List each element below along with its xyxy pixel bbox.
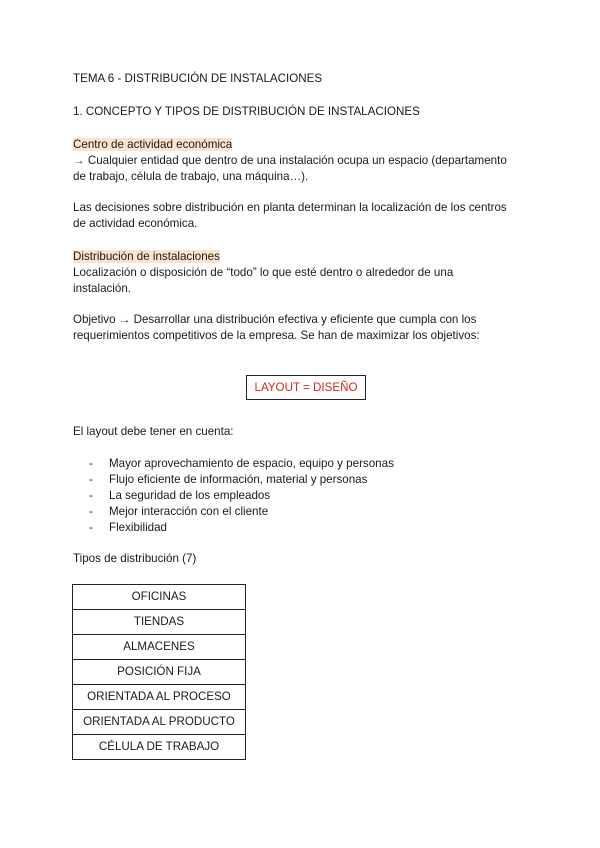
list-item-text: Flexibilidad bbox=[109, 521, 167, 534]
list-item-text: La seguridad de los empleados bbox=[109, 489, 271, 502]
decisiones-line1: Las decisiones sobre distribución en planta determinan la localización de los centros bbox=[73, 201, 507, 214]
list-item bbox=[89, 456, 394, 472]
table-row bbox=[73, 660, 246, 685]
list-item bbox=[89, 488, 394, 504]
objetivo-line1: Objetivo → Desarrollar una distribución efectiva y eficiente que cumpla con los bbox=[73, 313, 477, 326]
centro-term-highlight: Centro de actividad económica bbox=[73, 138, 233, 151]
table-row bbox=[73, 685, 246, 710]
bullet-dash: - bbox=[89, 521, 93, 534]
table-row bbox=[73, 610, 246, 635]
list-item-text: Mayor aprovechamiento de espacio, equipo y personas bbox=[109, 457, 394, 470]
table-cell: CÉLULA DE TRABAJO bbox=[73, 735, 246, 760]
list-item-text: Flujo eficiente de información, material y personas bbox=[109, 473, 368, 486]
table-cell: TIENDAS bbox=[73, 610, 246, 635]
layout-intro: El layout debe tener en cuenta: bbox=[73, 425, 234, 438]
centro-definition-line2: de trabajo, célula de trabajo, una máquina…). bbox=[73, 170, 309, 183]
bullet-dash: - bbox=[89, 473, 93, 486]
distribucion-line2: instalación. bbox=[73, 282, 132, 295]
list-item bbox=[89, 520, 394, 536]
layout-equals-diseno-box: LAYOUT = DISEÑO bbox=[246, 375, 366, 400]
distribucion-term-highlight: Distribución de instalaciones bbox=[73, 250, 220, 263]
table-row bbox=[73, 735, 246, 760]
table-cell: POSICIÓN FIJA bbox=[73, 660, 246, 685]
bullet-dash: - bbox=[89, 457, 93, 470]
tipos-distribucion-table bbox=[72, 584, 246, 760]
document-title: TEMA 6 - DISTRIBUCIÓN DE INSTALACIONES bbox=[73, 72, 323, 85]
centro-definition-line1: → Cualquier entidad que dentro de una instalación ocupa un espacio (departamento bbox=[73, 154, 507, 167]
distribucion-term bbox=[73, 249, 220, 265]
tipos-intro: Tipos de distribución (7) bbox=[73, 552, 197, 565]
objetivo-line2: requerimientos competitivos de la empresa. Se han de maximizar los objetivos: bbox=[73, 329, 480, 342]
centro-term bbox=[73, 137, 232, 153]
table-cell: ORIENTADA AL PRODUCTO bbox=[73, 710, 246, 735]
bullet-dash: - bbox=[89, 505, 93, 518]
table-row bbox=[73, 585, 246, 610]
table-row bbox=[73, 710, 246, 735]
list-item bbox=[89, 504, 394, 520]
list-item-text: Mejor interacción con el cliente bbox=[109, 505, 269, 518]
table-cell: ORIENTADA AL PROCESO bbox=[73, 685, 246, 710]
list-item bbox=[89, 472, 394, 488]
decisiones-line2: de actividad económica. bbox=[73, 217, 198, 230]
layout-considerations-list bbox=[89, 456, 394, 536]
table-cell: ALMACENES bbox=[73, 635, 246, 660]
table-row bbox=[73, 635, 246, 660]
table-cell: OFICINAS bbox=[73, 585, 246, 610]
distribucion-line1: Localización o disposición de “todo” lo que esté dentro o alrededor de una bbox=[73, 266, 454, 279]
section-heading: 1. CONCEPTO Y TIPOS DE DISTRIBUCIÓN DE INSTALACIONES bbox=[73, 105, 420, 118]
bullet-dash: - bbox=[89, 489, 93, 502]
